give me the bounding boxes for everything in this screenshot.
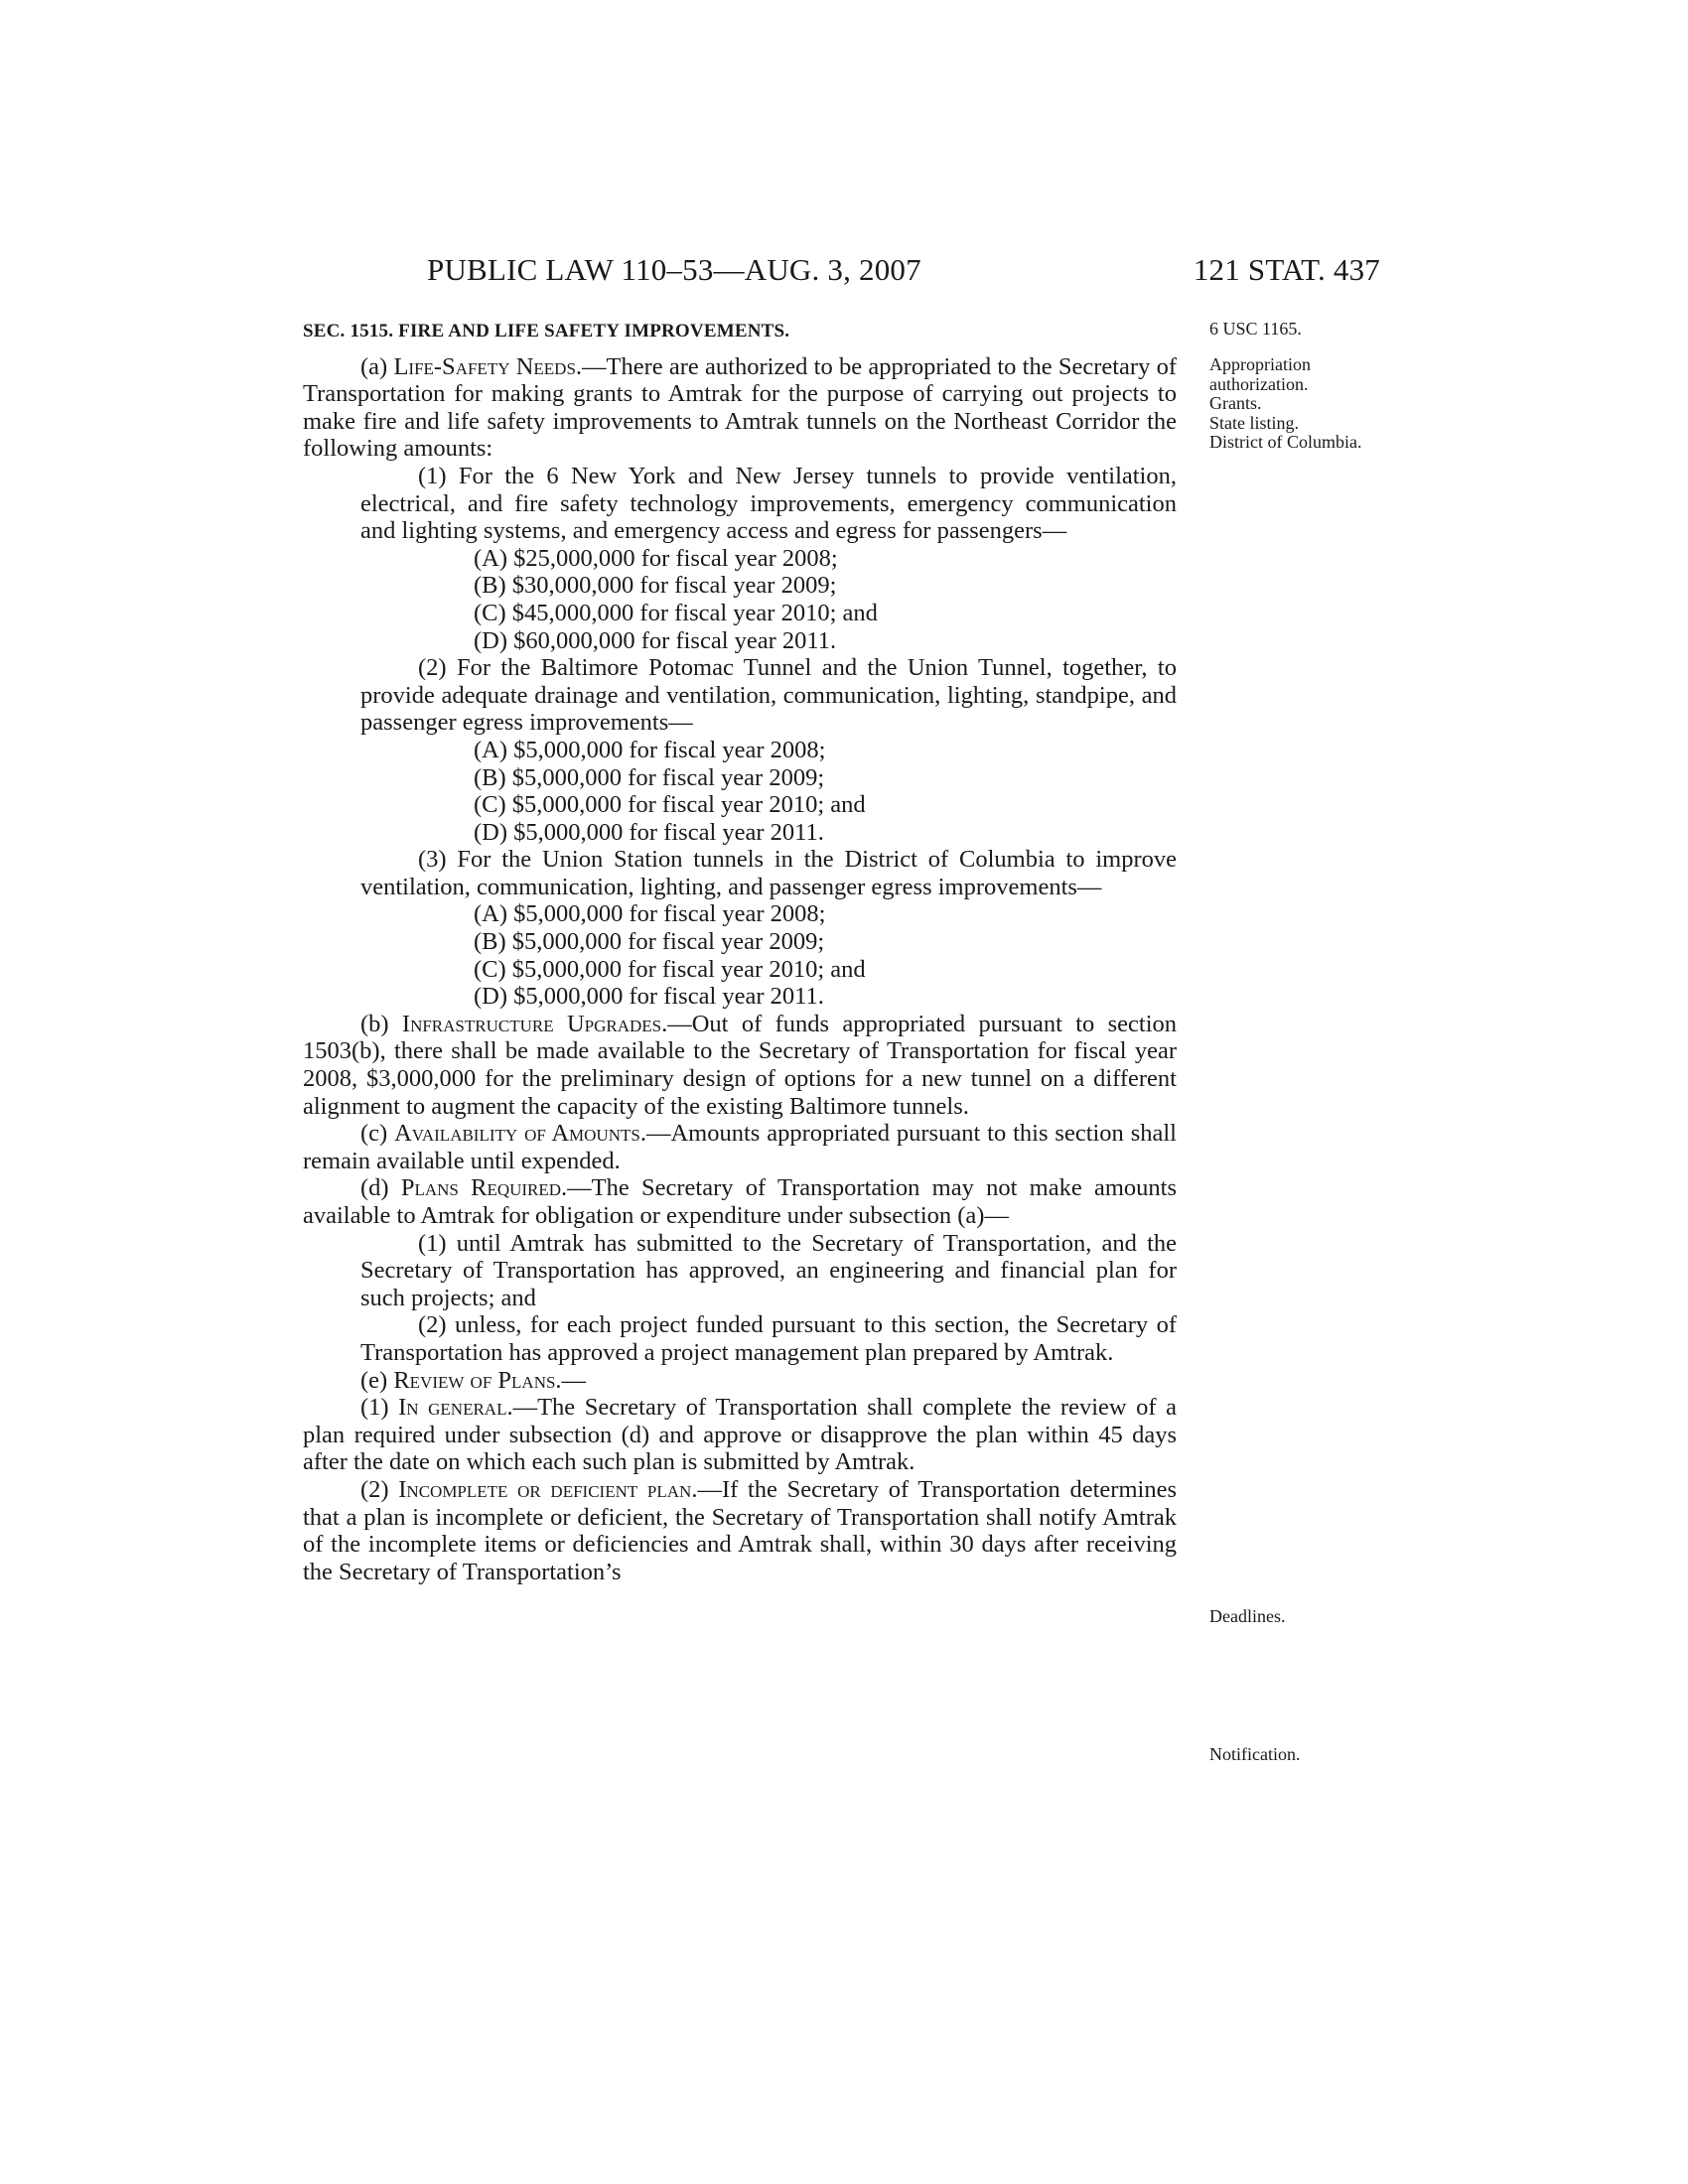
margin-note-deadlines: Deadlines. xyxy=(1209,1606,1286,1626)
paragraph-e2: (2) Incomplete or deficient plan.—If the Secretary of Transportation determines that a plan is incomplete or deficient, the Secretary of Transportation shall notify Amtrak of the incomplete items or deficiencies and Amtrak shall, within 30 days after receiving the Secretary of Transportation’s xyxy=(303,1475,1177,1585)
subsection-b-text: —Out of funds appropriated pursuant to section 1503(b), there shall be made available to the Secretary of Transportation for fiscal year 2008, $3,000,000 for the preliminary design of options for a new tunnel on a different alignment to augment the capacity of the existing Baltimore tunnels. xyxy=(303,1010,1178,1120)
list-item: (D) $5,000,000 for fiscal year 2011. xyxy=(474,983,824,1011)
list-item: (A) $5,000,000 for fiscal year 2008; xyxy=(474,900,826,928)
page-header xyxy=(298,252,1380,292)
subsection-a-heading: Life-Safety Needs. xyxy=(393,352,583,380)
list-item: (D) $60,000,000 for fiscal year 2011. xyxy=(474,626,837,654)
list-item: (C) $5,000,000 for fiscal year 2010; and xyxy=(474,955,866,983)
paragraph-e2-heading: Incomplete or deficient plan. xyxy=(398,1475,698,1503)
subsection-d-text: —The Secretary of Transportation may not make amounts available to Amtrak for obligation or expenditure under subsection (a)— xyxy=(303,1174,1177,1229)
paragraph-e1-text: —The Secretary of Transportation shall complete the review of a plan required under subsection (d) and approve or disapprove the plan within 45 days after the date on which each such plan is submitted by Amtrak. xyxy=(303,1394,1177,1476)
subsection-b: (b) Infrastructure Upgrades.—Out of funds appropriated pursuant to section 1503(b), there shall be made available to the Secretary of Transportation for fiscal year 2008, $3,000,000 for the preliminary design of options for a new tunnel on a different alignment to augment the capacity of the existing Baltimore tunnels. xyxy=(303,1010,1178,1120)
subsection-d-heading: Plans Required. xyxy=(400,1174,568,1202)
subsection-a: (a) Life-Safety Needs.—There are authorized to be appropriated to the Secretary of Transportation for making grants to Amtrak for the purpose of carrying out projects to make fire and life safety improvements to Amtrak tunnels on the Northeast Corridor the following amounts: xyxy=(303,352,1177,463)
list-item: (A) $5,000,000 for fiscal year 2008; xyxy=(474,736,826,763)
paragraph-a3: (3) For the Union Station tunnels in the District of Columbia to improve ventilation, communication, lighting, and passenger egress improvements— xyxy=(360,846,1177,900)
subsection-c: (c) Availability of Amounts.—Amounts appropriated pursuant to this section shall remain available until expended. xyxy=(303,1120,1177,1174)
paragraph-a1: (1) For the 6 New York and New Jersey tunnels to provide ventilation, electrical, and fire safety technology improvements, emergency communication and lighting systems, and emergency access and egress for passengers— xyxy=(360,462,1177,545)
list-item: (C) $5,000,000 for fiscal year 2010; and xyxy=(474,791,866,819)
margin-note-grants: Grants. xyxy=(1209,393,1262,413)
statute-page-reference: 121 STAT. 437 xyxy=(1193,252,1380,287)
subsection-e: (e) Review of Plans.— xyxy=(360,1366,587,1394)
running-head: PUBLIC LAW 110–53—AUG. 3, 2007 xyxy=(427,252,921,287)
section-body xyxy=(303,318,1177,1585)
margin-note-usc: 6 USC 1165. xyxy=(1209,319,1302,339)
margin-note-state-listing: State listing. xyxy=(1209,412,1299,433)
margin-note-appropriation: Appropriation authorization. xyxy=(1209,354,1311,394)
subsection-c-text: —Amounts appropriated pursuant to this section shall remain available until expended. xyxy=(303,1120,1177,1174)
margin-note-topics xyxy=(1209,355,1378,453)
list-item: (B) $5,000,000 for fiscal year 2009; xyxy=(474,928,825,956)
paragraph-e2-text: —If the Secretary of Transportation determines that a plan is incomplete or deficient, the Secretary of Transportation shall notify Amtrak of the incomplete items or deficiencies and Amtrak shall, within 30 days after receiving the Secretary of Transportation’s xyxy=(303,1475,1177,1585)
paragraph-e1: (1) In general.—The Secretary of Transportation shall complete the review of a plan required under subsection (d) and approve or disapprove the plan within 45 days after the date on which each such plan is submitted by Amtrak. xyxy=(303,1394,1177,1476)
paragraph-d1: (1) until Amtrak has submitted to the Secretary of Transportation, and the Secretary of Transportation has approved, an engineering and financial plan for such projects; and xyxy=(360,1229,1177,1311)
subsection-c-heading: Availability of Amounts. xyxy=(394,1120,646,1148)
paragraph-a2: (2) For the Baltimore Potomac Tunnel and the Union Tunnel, together, to provide adequate drainage and ventilation, communication, lighting, standpipe, and passenger egress improvements— xyxy=(360,654,1177,737)
section-title: SEC. 1515. FIRE AND LIFE SAFETY IMPROVEMENTS. xyxy=(303,321,790,341)
subsection-d: (d) Plans Required.—The Secretary of Transportation may not make amounts available to Amtrak for obligation or expenditure under subsection (a)— xyxy=(303,1174,1177,1229)
list-item: (D) $5,000,000 for fiscal year 2011. xyxy=(474,818,824,846)
margin-note-district: District of Columbia. xyxy=(1209,432,1362,452)
subsection-e-dash: — xyxy=(561,1366,587,1394)
subsection-a-text: —There are authorized to be appropriated to the Secretary of Transportation for making grants to Amtrak for the purpose of carrying out projects to make fire and life safety improvements to Amtrak tunnels on the Northeast Corridor the following amounts: xyxy=(303,352,1177,463)
paragraph-d2: (2) unless, for each project funded pursuant to this section, the Secretary of Transportation has approved a project management plan prepared by Amtrak. xyxy=(360,1311,1177,1366)
list-item: (B) $5,000,000 for fiscal year 2009; xyxy=(474,763,825,791)
list-item: (C) $45,000,000 for fiscal year 2010; and xyxy=(474,599,878,626)
list-item: (A) $25,000,000 for fiscal year 2008; xyxy=(474,544,838,572)
subsection-e-heading: Review of Plans. xyxy=(393,1366,562,1394)
margin-note-notification: Notification. xyxy=(1209,1744,1301,1764)
subsection-b-heading: Infrastructure Upgrades. xyxy=(401,1010,668,1037)
paragraph-e1-heading: In general. xyxy=(398,1394,513,1422)
list-item: (B) $30,000,000 for fiscal year 2009; xyxy=(474,572,837,600)
